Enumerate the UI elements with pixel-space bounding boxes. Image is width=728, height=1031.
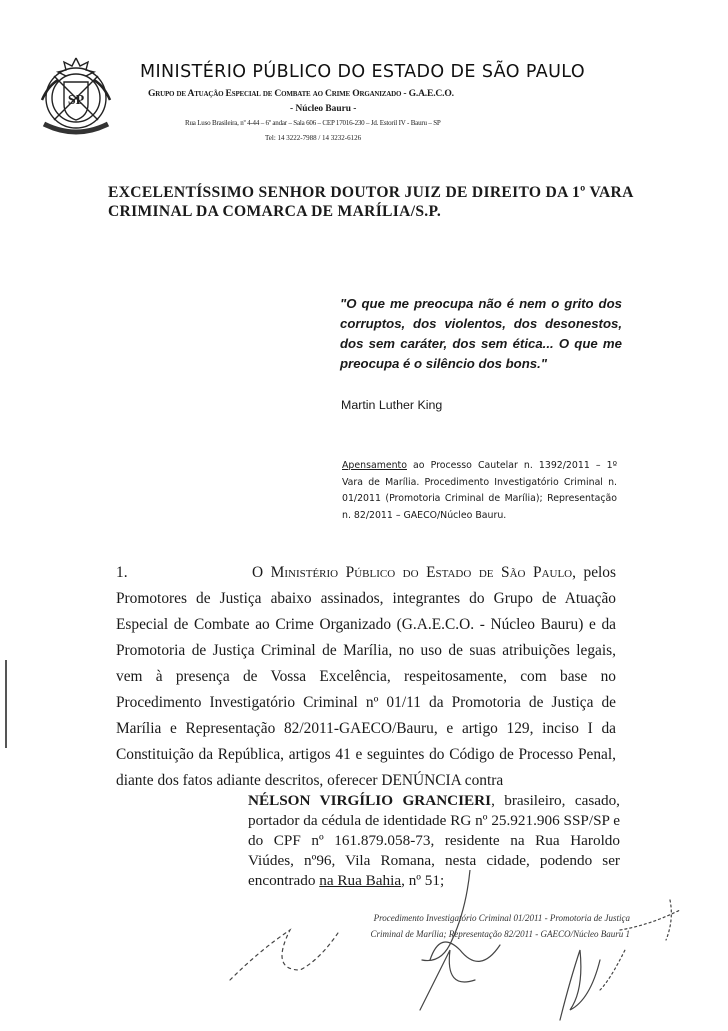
header-phone: Tel: 14 3222-7988 / 14 3232-6126 — [265, 134, 362, 142]
paragraph-number: 1. — [116, 564, 128, 581]
margin-mark — [5, 660, 7, 748]
defendant-name: NÉLSON VIRGÍLIO GRANCIERI — [248, 792, 492, 809]
paragraph-text: , pelos Promotores de Justiça abaixo assinados, integrantes do Grupo de Atuação Especial de Combate ao Crime Organizado (G.A.E.C.O. - Núcleo Bauru) e da Promotoria de Justiça Criminal de Marília, no uso de suas atribuições legais, vem à presença de Vossa Excelência, respeitosamente, com base no Procedimento Investigatório Criminal nº 01/11 da Promotoria de Justiça de Marília e Representação 82/2011-GAECO/Bauru, e artigo 129, inciso I da Constituição da República, artigos 41 e seguintes do Código de Processo Penal, diante dos fatos adiante descritos, oferecer DENÚNCIA contra — [116, 564, 616, 789]
seal-text: SP — [67, 93, 85, 108]
header-address: Rua Luso Brasileira, nº 4-44 – 6º andar – Sala 606 – CEP 17016-230 – Jd. Estoril IV - Bauru – SP — [185, 119, 441, 127]
footer-line-2-text: Criminal de Marília; Representação 82/2011 - GAECO/Núcleo Bauru — [370, 929, 624, 939]
epigraph-quote: "O que me preocupa não é nem o grito dos corruptos, dos violentos, dos desonestos, dos sem caráter, dos sem ética... O que me preocupa é o silêncio dos bons." — [340, 296, 622, 371]
page-footer — [310, 910, 630, 942]
apensamento-text: ao Processo Cautelar n. 1392/2011 – 1º Vara de Marília. Procedimento Investigatório Criminal n. 01/2011 (Promotoria Criminal de Marília); Representação n. 82/2011 – GAECO/Núcleo Bauru. — [342, 460, 617, 521]
body-paragraph — [116, 560, 616, 794]
page-number: 1 — [625, 929, 630, 939]
addressee: EXCELENTÍSSIMO SENHOR DOUTOR JUIZ DE DIREITO DA 1º VARA CRIMINAL DA COMARCA DE MARÍLIA/S.P. — [108, 184, 633, 220]
footer-line-2 — [310, 926, 630, 942]
coat-of-arms-seal-icon — [28, 48, 124, 144]
epigraph-author: Martin Luther King — [341, 398, 443, 412]
defendant-location: na Rua Bahia — [319, 872, 402, 889]
apensamento-label: Apensamento — [342, 460, 407, 471]
header-nucleo: - Núcleo Bauru - — [290, 104, 357, 114]
defendant-end: , nº 51; — [401, 872, 445, 889]
institution-name: O Ministério Público do Estado de São Paulo — [252, 564, 573, 581]
footer-line-1: Procedimento Investigatório Criminal 01/2011 - Promotoria de Justiça — [373, 913, 630, 923]
header-group: Grupo de Atuação Especial de Combate ao Crime Organizado - G.A.E.C.O. — [148, 88, 454, 99]
header-title: MINISTÉRIO PÚBLICO DO ESTADO DE SÃO PAULO — [140, 62, 585, 82]
apensamento-note — [342, 458, 617, 524]
defendant-details: , brasileiro, casado, portador da cédula de identidade RG nº 25.921.906 SSP/SP e do CPF nº 161.879.058-73, residente na Rua Haroldo Viúdes, nº96, Vila Romana, nesta cidade, podendo ser encontrado — [248, 792, 620, 889]
signatures-icon — [0, 870, 728, 1031]
